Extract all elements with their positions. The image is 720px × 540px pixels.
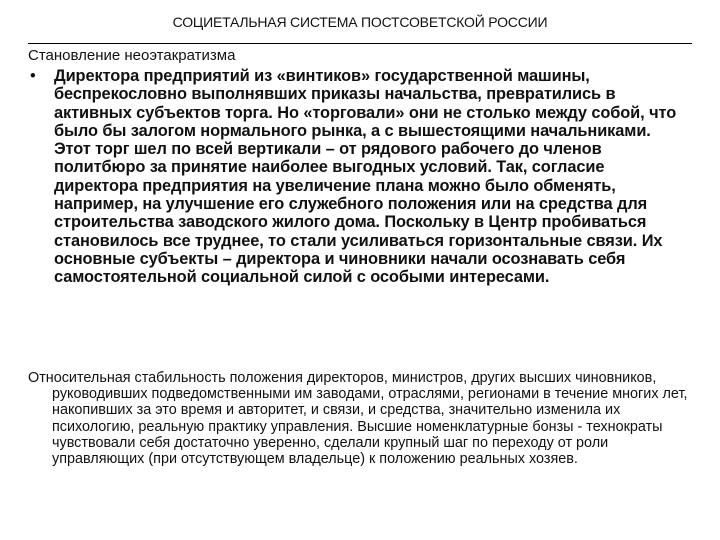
bullet-text: Директора предприятий из «винтиков» государственной машины, беспрекословно выполнявших приказы начальства, превратились в активных субъектов торга. Но «торговали» они не столько между собой, что было бы залогом нормального рынка, а с вышестоящими начальниками. Этот торг шел по всей вертикали – от рядового рабочего до членов политбюро за принятие наиболее выгодных условий. Так, согласие директора предприятия на увеличение плана можно было обменять, например, на улучшение его служебного положения или на средства для строительства заводского жилого дома. Поскольку в Центр пробиваться становилось все труднее, то стали усиливаться горизонтальные связи. Их основные субъекты – директора и чиновники начали осознавать себя самостоятельной социальной силой с особыми интересами. bbox=[54, 67, 677, 287]
title-divider bbox=[28, 43, 692, 44]
body-paragraph bbox=[28, 370, 692, 467]
paragraph-text bbox=[28, 370, 692, 467]
bullet-item bbox=[28, 67, 688, 287]
paragraph-content: Относительная стабильность положения директоров, министров, других высших чиновников, руководивших подведомственными им заводами, отраслями, регионами в течение многих лет, накопивших за это время и авторитет, и связи, и средства, значительно изменила их психологию, реальную практику управления. Высшие номенклатурные бонзы - технократы чувствовали себя достаточно уверенно, сделали крупный шаг по переходу от роли управляющих (при отсутствующем владельце) к положению реальных хозяев. bbox=[28, 370, 688, 468]
section-subheading: Становление неоэтакратизма bbox=[28, 47, 236, 64]
slide-title: СОЦИЕТАЛЬНАЯ СИСТЕМА ПОСТСОВЕТСКОЙ РОССИИ bbox=[172, 14, 548, 30]
bullet-marker: • bbox=[30, 67, 36, 85]
